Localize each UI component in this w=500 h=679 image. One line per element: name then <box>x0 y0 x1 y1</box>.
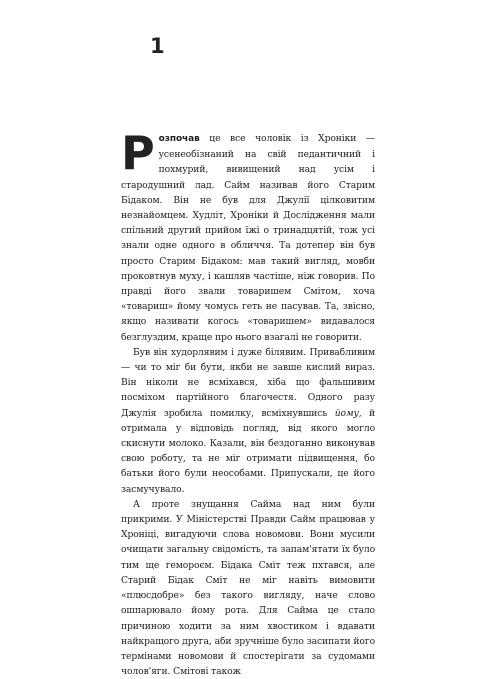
paragraph-1-text: це все чоловік із Хроніки — усенеобізнаний на свій педантичний і похмурий, вивищений над усім і стародушний лад. Сайм називав його Старим Бідаком. Він не був для Джулії цілковитим незнайомцем. Худліт, Хроніки й Дослідження мали спільний другий прийом їжі о тринадцятій, тож усі знали одне одного в обличчя. Та дотепер він був просто Старим Бідаком: мав такий вигляд, мовби проковтнув муху, і кашляв частіше, ніж говорив. По правді його звали товаришем Смітом, хоча «товариш» йому чомусь геть не пасував. Та, звісно, якщо називати когось «товаришем» видавалося безглуздим, краще про нього взагалі не говорити. <box>121 133 375 343</box>
paragraph-3-text: А проте знущання Сайма над ним були прикрими. У Міністерстві Правди Сайм працював у Хроніці, вигадуючи слова новомови. Вони мусили очищати загальну свідомість, та запам'ятати їх було тим ще гемороєм. Бідака Сміт теж пхтався, але Старий Бідак Сміт не міг навіть вимовити «плюсдобре» без такого вигляду, наче слово ошпарювало йому рота. Для Сайма це стало причиною ходити за ним хвостиком і вдавати найкращого друга, аби зручніше було засипати його термінами новомови й спостерігати за судомами чолов'яги. Смітові також <box>121 498 375 678</box>
drop-cap: Р <box>121 126 155 180</box>
paragraph-1 <box>121 126 375 345</box>
paragraph-2-italic: йому <box>334 407 359 419</box>
paragraph-2 <box>121 345 375 497</box>
lead-word: озпочав <box>158 134 200 144</box>
paragraph-2-text-after: , й отримала у відповідь погляд, від якого могло скиснути молоко. Казали, він бездоганно виконував свою роботу, та не міг отримати підвищення, бо батьки його були неособами. Припускали, це його засмучувало. <box>121 407 375 495</box>
chapter-number: 1 <box>150 34 165 58</box>
body-text <box>121 126 375 679</box>
paragraph-3 <box>121 497 375 679</box>
paragraph-2-text-before: Був він худорлявим і дуже білявим. Привабливим — чи то міг би бути, якби не завше кислий вираз. Він ніколи не всміхався, хіба що фальшивим посміхом партійного благочестя. Одного разу Джулія зробила помилку, всміхнувшись <box>121 346 375 419</box>
